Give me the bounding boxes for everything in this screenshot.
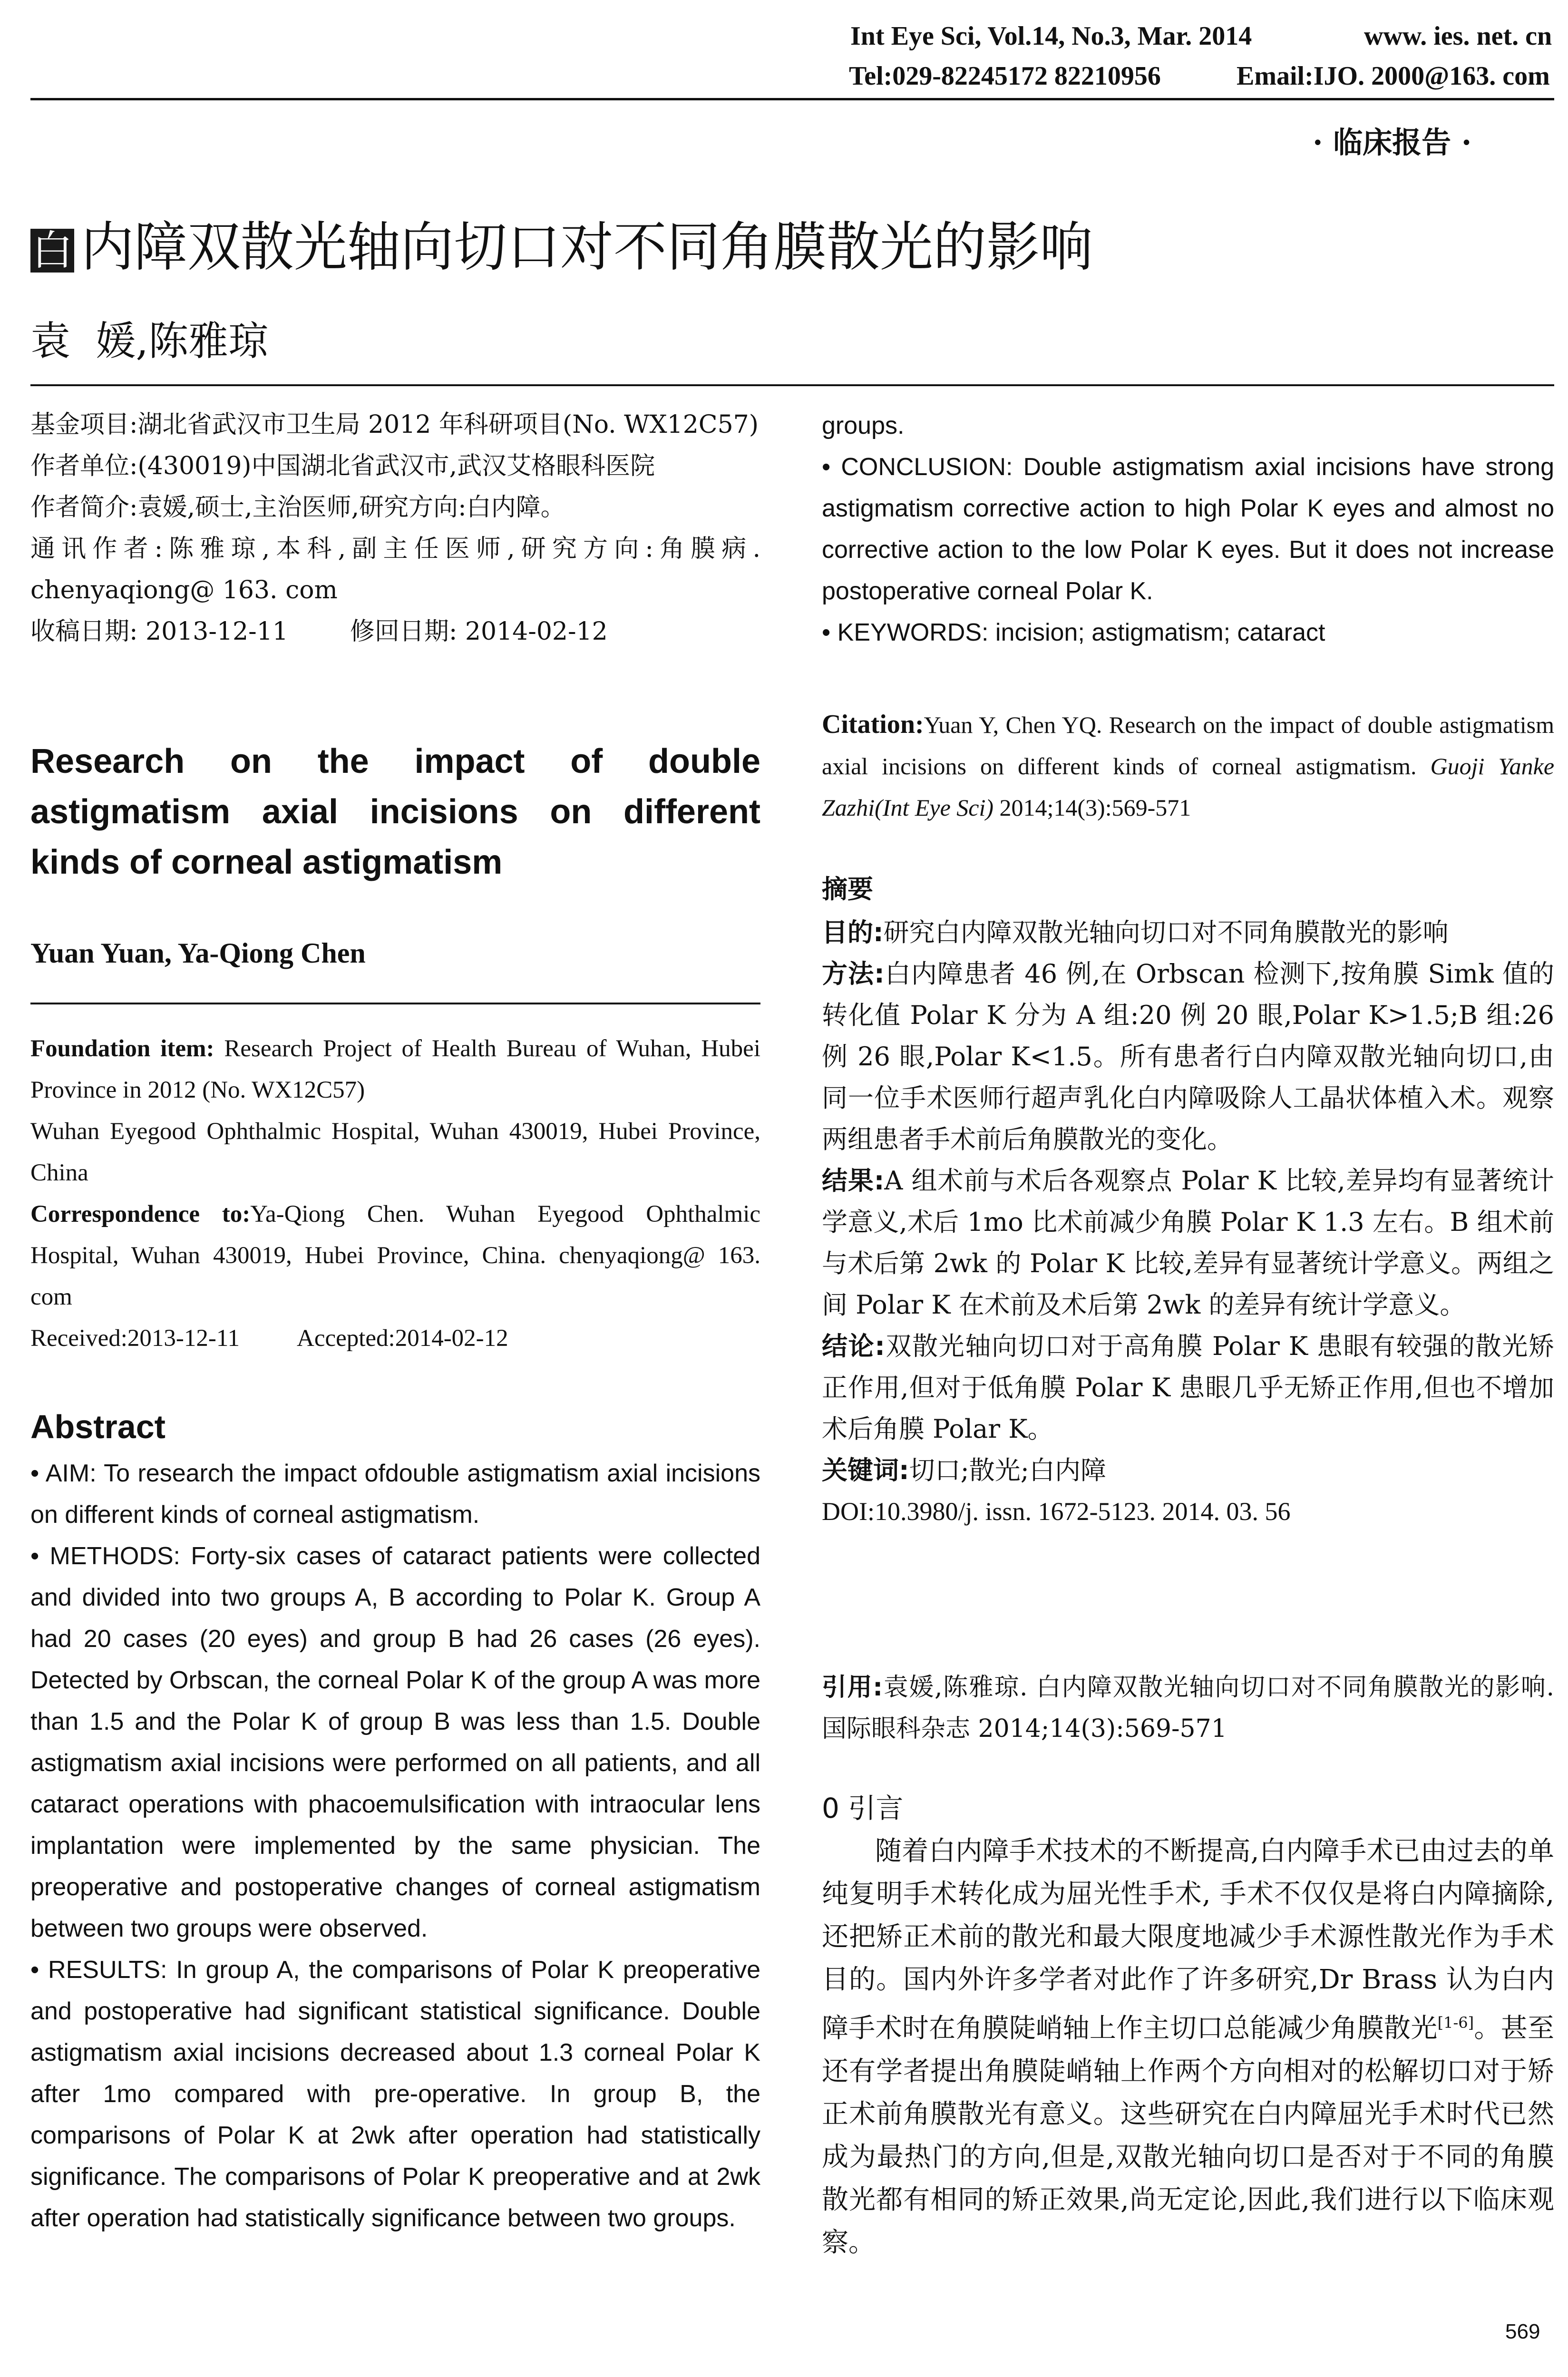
authors-cn: 袁 媛,陈雅琼 [30,318,269,364]
conclusion-cn-text: 双散光轴向切口对于高角膜 Polar K 患眼有较强的散光矫正作用,但对于低角膜 Polar K 患眼几乎无矫正作用,但也不增加术后角膜 Polar K。 [822,1331,1554,1444]
title-rule [30,384,1554,386]
abstract-en [30,1453,760,2239]
results-cn-label: 结果: [822,1166,885,1196]
abstract-cn-heading: 摘要 [822,874,873,904]
received-en: Received:2013-12-11 [30,1325,240,1352]
cite-cn-text [822,1667,1554,1750]
intro-text-b: 。甚至还有学者提出角膜陡峭轴上作两个方向相对的松解切口对于矫正术前角膜散光有意义。这些研究在白内障屈光手术时代已然成为最热门的方向,但是,双散光轴向切口是否对于不同的角膜散光都有相同的矫正效果,尚无定论,因此,我们进行以下临床观察。 [822,2013,1555,2258]
citation-text [822,704,1554,828]
corr-en-label: Correspondence to: [30,1201,251,1227]
correspondence-en [30,1194,760,1318]
cite-cn-body: 袁媛,陈雅琼. 白内障双散光轴向切口对不同角膜散光的影响. 国际眼科杂志 2014;14(3):569-571 [822,1673,1555,1743]
conclusion-cn-label: 结论: [822,1331,885,1361]
info-en [30,1028,760,1359]
title-logo: 白 [30,229,74,273]
english-title: Research on the impact of double astigmatism axial incisions on different kinds of corneal astigmatism [30,742,760,881]
section-label: · 临床报告 · [1313,125,1472,160]
abstract-cn-methods [822,953,1554,1160]
citation-en [822,704,1554,828]
abstract-methods: • METHODS: Forty-six cases of cataract patients were collected and divided into two groups A, B according to Polar K. Group A had 20 cases (20 eyes) and group B had 26 cases (26 eyes). Detected by Orbscan, the corneal Polar K of the group A was more than 1.5 and the Polar K of group B was less than 1.5. Double astigmatism axial incisions were performed on all patients, and all cataract operations with phacoemulsification with intraocular lens implantation were implemented by the same physician. The preoperative and postoperative changes of corneal astigmatism between two groups were observed. [30,1542,760,1942]
foundation-en [30,1028,760,1111]
aim-cn-text: 研究白内障双散光轴向切口对不同角膜散光的影响 [883,917,1449,947]
intro-body [822,1830,1554,2264]
corr-en-text: Ya-Qiong Chen. Wuhan Eyegood Ophthalmic Hospital, Wuhan 430019, Hubei Province, China. chenyaqiong@ 163. com [30,1201,760,1310]
intro-heading: 0 引言 [822,1792,904,1824]
methods-cn-text: 白内障患者 46 例,在 Orbscan 检测下,按角膜 Simk 值的转化值 Polar K 分为 A 组:20 例 20 眼,Polar K>1.5;B 组:26 例 26 眼,Polar K<1.5。所有患者行白内障双散光轴向切口,由同一位手术医师行超声乳化白内障吸除人工晶状体植入术。观察两组患者手术前后角膜散光的变化。 [822,959,1554,1154]
correspondence-cn: 通讯作者:陈雅琼,本科,副主任医师,研究方向:角膜病. chenyaqiong@ 163. com [30,535,760,604]
info-cn [30,404,760,653]
foundation-en-label: Foundation item: [30,1035,214,1062]
journal-email: Email:IJO. 2000@163. com [1237,61,1550,91]
abstract-cn-aim [822,912,1554,953]
abstract-cn-keywords [822,1450,1554,1491]
intro-ref-mark: [1-6] [1437,2014,1474,2032]
keywords-cn-label: 关键词: [822,1455,909,1485]
bio-cn: 作者简介:袁媛,硕士,主治医师,研究方向:白内障。 [30,493,565,522]
foundation-en-text: Research Project of Health Bureau of Wuhan, Hubei Province in 2012 (No. WX12C57) [30,1035,760,1103]
keywords-cn-text: 切口;散光;白内障 [909,1455,1106,1485]
abstract-cn-results [822,1160,1554,1325]
journal-line: Int Eye Sci, Vol.14, No.3, Mar. 2014 [850,21,1252,51]
abstract-conclusion: • CONCLUSION: Double astigmatism axial incisions have strong astigmatism corrective action to high Polar K eyes and almost no corrective action to the low Polar K eyes. But it does not increase postoperative corneal Polar K. [822,453,1554,605]
abstract-heading: Abstract [30,1408,166,1445]
journal-tel: Tel:029-82245172 82210956 [849,61,1161,91]
intro-text-a: 随着白内障手术技术的不断提高,白内障手术已由过去的单纯复明手术转化成为屈光性手术, 手术不仅仅是将白内障摘除, 还把矫正术前的散光和最大限度地减少手术源性散光作为手术目的。国内外许多学者对此作了许多研究,Dr Brass 认为白内障手术时在角膜陡峭轴上作主切口总能减少角膜散光 [822,1836,1554,2044]
aim-cn-label: 目的: [822,917,884,947]
affiliation-en: Wuhan Eyegood Ophthalmic Hospital, Wuhan 430019, Hubei Province, China [30,1118,760,1186]
dates-cn [30,611,760,653]
cite-cn [822,1667,1554,1750]
foundation-cn: 基金项目:湖北省武汉市卫生局 2012 年科研项目(No. WX12C57) [30,410,759,439]
page-number: 569 [1505,2320,1540,2343]
journal-website: www. ies. net. cn [1364,21,1552,51]
received-cn: 收稿日期: 2013-12-11 [30,617,288,646]
methods-cn-label: 方法: [822,959,885,989]
abstract-keywords: • KEYWORDS: incision; astigmatism; cataract [822,619,1325,646]
citation-label: Citation: [822,710,924,739]
results-cn-text: A 组术前与术后各观察点 Polar K 比较,差异均有显著统计学意义,术后 1mo 比术前减少角膜 Polar K 1.3 左右。B 组术前与术后第 2wk 的 Polar K 比较,差异有显著统计学意义。两组之间 Polar K 在术前及术后第 2wk 的差异有统计学意义。 [822,1166,1554,1320]
revised-cn: 修回日期: 2014-02-12 [350,617,608,646]
abstract-results: • RESULTS: In group A, the comparisons of Polar K preoperative and postoperative had significant statistical significance. Double astigmatism axial incisions decreased about 1.3 corneal Polar K after 1mo compared with pre-operative. In group B, the comparisons of Polar K at 2wk after operation had statistically significance. The comparisons of Polar K preoperative and at 2wk after operation had statistically significance between two groups. [30,1956,760,2232]
citation-journal: Guoji Yanke Zazhi(Int Eye Sci) [822,753,1555,821]
affiliation-cn: 作者单位:(430019)中国湖北省武汉市,武汉艾格眼科医院 [30,452,655,480]
abstract-en-continued [822,405,1554,653]
authors-rule [30,1003,760,1004]
abstract-aim: • AIM: To research the impact ofdouble astigmatism axial incisions on different kinds of corneal astigmatism. [30,1460,760,1529]
abstract-cn [822,868,1554,1532]
abstract-cn-conclusion [822,1325,1554,1450]
citation-body: Yuan Y, Chen YQ. Research on the impact of double astigmatism axial incisions on different kinds of corneal astigmatism. [822,711,1554,779]
accepted-en: Accepted:2014-02-12 [296,1325,508,1352]
citation-ref: 2014;14(3):569-571 [993,794,1191,821]
dates-en [30,1318,760,1359]
doi: DOI:10.3980/j. issn. 1672-5123. 2014. 03. 56 [822,1497,1291,1526]
english-authors: Yuan Yuan, Ya-Qiong Chen [30,937,366,969]
article-title [30,205,1093,281]
title-text: 内障双散光轴向切口对不同角膜散光的影响 [81,216,1093,278]
intro-paragraph [822,1830,1554,2264]
header-rule [30,98,1554,100]
cite-cn-label: 引用: [822,1673,883,1702]
abstract-results-tail: groups. [822,412,905,439]
